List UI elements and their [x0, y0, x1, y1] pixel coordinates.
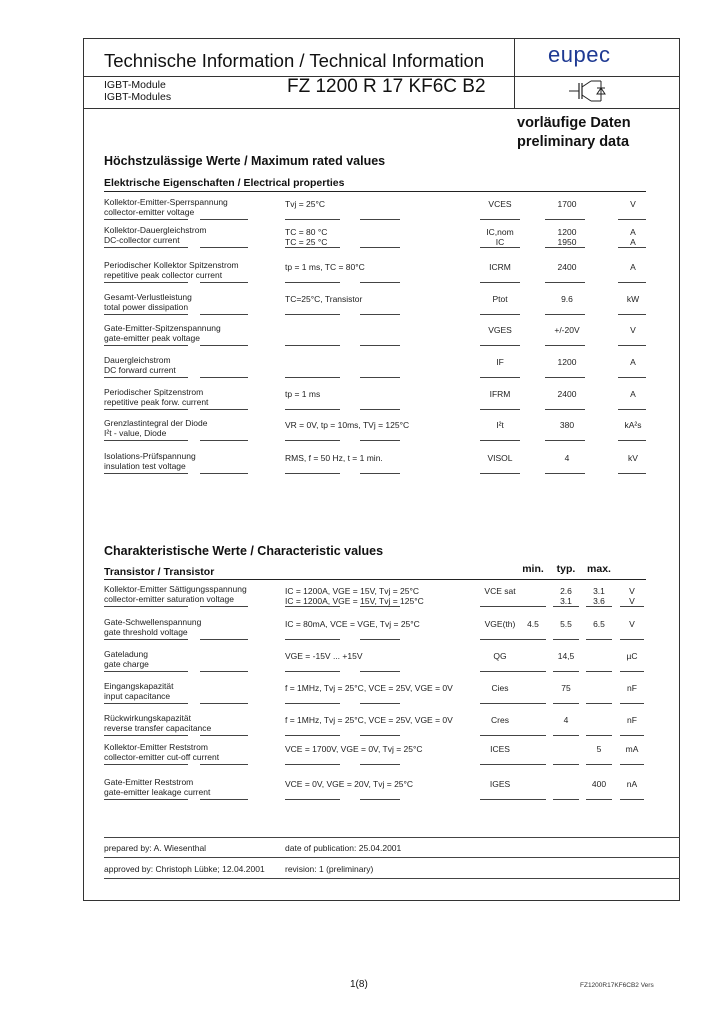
parameter-de: Gateladung	[104, 649, 148, 659]
unit: A	[630, 357, 636, 367]
row-rule	[480, 639, 520, 640]
symbol: VGE(th)	[484, 619, 516, 629]
row-rule	[480, 314, 520, 315]
parameter-en: DC forward current	[104, 365, 176, 375]
row-rule	[360, 282, 400, 283]
document-id: FZ1200R17KF6CB2 Vers	[580, 982, 654, 989]
value: 2400	[557, 262, 577, 272]
max-value: 400	[591, 779, 607, 789]
value: +/-20V	[554, 325, 580, 335]
symbol: IF	[496, 357, 504, 367]
row-rule	[360, 799, 400, 800]
max-value: 3.1	[593, 586, 605, 596]
parameter-de: Rückwirkungskapazität	[104, 713, 191, 723]
unit-secondary: A	[630, 237, 636, 247]
row-rule	[360, 409, 400, 410]
part-number: FZ 1200 R 17 KF6C B2	[287, 76, 486, 97]
characteristics-heading: Charakteristische Werte / Characteristic values	[104, 544, 384, 558]
unit: nF	[627, 715, 637, 725]
row-rule	[586, 735, 612, 736]
parameter-en: collector-emitter saturation voltage	[104, 594, 234, 604]
brand-logo: eupec	[548, 42, 611, 67]
rating-row	[0, 451, 720, 481]
row-rule	[200, 377, 248, 378]
col-header-typ: typ.	[556, 563, 576, 575]
row-rule	[480, 219, 520, 220]
symbol: ICRM	[489, 262, 511, 272]
row-rule	[618, 282, 646, 283]
row-rule	[285, 764, 340, 765]
row-rule	[360, 377, 400, 378]
publication-date: date of publication: 25.04.2001	[285, 843, 402, 853]
row-rule	[553, 671, 579, 672]
value: 4	[564, 453, 570, 463]
row-rule	[586, 639, 612, 640]
row-rule	[545, 345, 585, 346]
row-rule	[618, 409, 646, 410]
row-rule	[618, 314, 646, 315]
row-rule	[520, 606, 546, 607]
value-secondary: 1950	[557, 237, 577, 247]
row-rule	[520, 639, 546, 640]
row-rule	[104, 799, 188, 800]
row-rule	[200, 639, 248, 640]
condition-secondary: TC = 25 °C	[285, 237, 328, 247]
row-rule	[620, 703, 644, 704]
row-rule	[200, 440, 248, 441]
row-rule	[620, 735, 644, 736]
row-rule	[480, 735, 520, 736]
row-rule	[104, 440, 188, 441]
row-rule	[200, 473, 248, 474]
symbol: IC,nom	[486, 227, 514, 237]
rating-row	[0, 197, 720, 227]
condition: TC=25°C, Transistor	[285, 294, 363, 304]
parameter-de: Dauergleichstrom	[104, 355, 171, 365]
revision: revision: 1 (preliminary)	[285, 864, 374, 874]
rating-row	[0, 323, 720, 353]
parameter-de: Kollektor-Emitter-Sperrspannung	[104, 197, 228, 207]
row-rule	[104, 377, 188, 378]
symbol: VCE sat	[484, 586, 516, 596]
symbol-secondary: IC	[495, 237, 505, 247]
value: 2400	[557, 389, 577, 399]
row-rule	[285, 639, 340, 640]
parameter-en: collector-emitter cut-off current	[104, 752, 220, 762]
symbol: I²t	[496, 420, 504, 430]
row-rule	[360, 314, 400, 315]
row-rule	[360, 671, 400, 672]
max-value: 5	[596, 744, 602, 754]
symbol: VISOL	[487, 453, 513, 463]
row-rule	[285, 219, 340, 220]
row-rule	[618, 440, 646, 441]
row-rule	[620, 671, 644, 672]
unit-secondary: V	[629, 596, 635, 606]
row-rule	[545, 440, 585, 441]
row-rule	[520, 671, 546, 672]
symbol: VCES	[488, 199, 512, 209]
row-rule	[200, 764, 248, 765]
row-rule	[553, 639, 579, 640]
row-rule	[104, 409, 188, 410]
row-rule	[618, 219, 646, 220]
prepared-by: prepared by: A. Wiesenthal	[104, 843, 207, 853]
row-rule	[480, 764, 520, 765]
row-rule	[104, 473, 188, 474]
parameter-en: gate-emitter leakage current	[104, 787, 211, 797]
condition: TC = 80 °C	[285, 227, 328, 237]
row-rule	[104, 735, 188, 736]
row-rule	[360, 219, 400, 220]
row-rule	[200, 735, 248, 736]
parameter-en: gate charge	[104, 659, 149, 669]
page-number: 1(8)	[350, 979, 368, 990]
row-rule	[285, 799, 340, 800]
row-rule	[200, 314, 248, 315]
electrical-properties-heading: Elektrische Eigenschaften / Electrical properties	[104, 177, 345, 189]
col-header-max: max.	[587, 563, 611, 575]
symbol: VGES	[488, 325, 512, 335]
footer-rule-bottom	[104, 878, 680, 879]
rating-row	[0, 355, 720, 385]
row-rule	[520, 799, 546, 800]
parameter-de: Gesamt-Verlustleistung	[104, 292, 192, 302]
row-rule	[586, 799, 612, 800]
row-rule	[200, 703, 248, 704]
unit: V	[629, 619, 635, 629]
col-header-min: min.	[522, 563, 544, 575]
header-bottom-border	[83, 108, 680, 109]
row-rule	[200, 409, 248, 410]
rating-row	[0, 260, 720, 290]
footer-rule-top	[104, 837, 680, 838]
row-rule	[620, 639, 644, 640]
unit: nA	[626, 779, 638, 789]
row-rule	[586, 606, 612, 607]
row-rule	[285, 735, 340, 736]
condition: tp = 1 ms	[285, 389, 321, 399]
parameter-de: Kollektor-Dauergleichstrom	[104, 225, 207, 235]
row-rule	[200, 345, 248, 346]
row-rule	[586, 671, 612, 672]
row-rule	[553, 703, 579, 704]
row-rule	[618, 247, 646, 248]
max-value-secondary: 3.6	[593, 596, 605, 606]
row-rule	[104, 764, 188, 765]
characteristic-row	[0, 713, 720, 743]
typ-value: 14,5	[557, 651, 575, 661]
header-vertical-divider	[514, 38, 515, 108]
parameter-en: I²t - value, Diode	[104, 428, 167, 438]
typ-value: 5.5	[560, 619, 572, 629]
parameter-en: gate-emitter peak voltage	[104, 333, 200, 343]
parameter-de: Kollektor-Emitter Reststrom	[104, 742, 208, 752]
row-rule	[360, 735, 400, 736]
row-rule	[285, 377, 340, 378]
row-rule	[104, 671, 188, 672]
row-rule	[480, 606, 520, 607]
typ-value: 4	[563, 715, 569, 725]
unit: A	[630, 262, 636, 272]
parameter-en: DC-collector current	[104, 235, 180, 245]
row-rule	[553, 799, 579, 800]
parameter-en: reverse transfer capacitance	[104, 723, 212, 733]
unit: kV	[628, 453, 638, 463]
row-rule	[200, 671, 248, 672]
rating-row	[0, 292, 720, 322]
row-rule	[104, 314, 188, 315]
characteristic-row	[0, 742, 720, 772]
row-rule	[586, 764, 612, 765]
parameter-en: insulation test voltage	[104, 461, 186, 471]
row-rule	[285, 703, 340, 704]
row-rule	[104, 247, 188, 248]
unit: V	[630, 199, 636, 209]
row-rule	[360, 639, 400, 640]
max-ratings-heading: Höchstzulässige Werte / Maximum rated values	[104, 154, 386, 168]
row-rule	[545, 219, 585, 220]
typ-value: 2.6	[560, 586, 572, 596]
document-title: Technische Information / Technical Information	[104, 50, 485, 71]
row-rule	[480, 345, 520, 346]
parameter-de: Periodischer Kollektor Spitzenstrom	[104, 260, 239, 270]
row-rule	[586, 703, 612, 704]
preliminary-label-en: preliminary data	[517, 134, 630, 150]
unit: A	[630, 389, 636, 399]
row-rule	[285, 314, 340, 315]
parameter-en: gate threshold voltage	[104, 627, 188, 637]
parameter-en: repetitive peak collector current	[104, 270, 223, 280]
footer-rule-mid	[104, 857, 680, 858]
row-rule	[285, 247, 340, 248]
symbol: Ptot	[492, 294, 508, 304]
row-rule	[104, 606, 188, 607]
module-type-de: IGBT-Module	[104, 79, 166, 91]
row-rule	[480, 247, 520, 248]
condition: VR = 0V, tp = 10ms, TVj = 125°C	[285, 420, 410, 430]
row-rule	[200, 219, 248, 220]
max-value: 6.5	[593, 619, 605, 629]
characteristic-row	[0, 584, 720, 614]
parameter-de: Grenzlastintegral der Diode	[104, 418, 208, 428]
rating-row	[0, 418, 720, 448]
characteristic-row	[0, 681, 720, 711]
row-rule	[480, 473, 520, 474]
row-rule	[285, 282, 340, 283]
condition: f = 1MHz, Tvj = 25°C, VCE = 25V, VGE = 0V	[285, 715, 453, 725]
row-rule	[618, 473, 646, 474]
parameter-en: input capacitance	[104, 691, 171, 701]
condition: VGE = -15V ... +15V	[285, 651, 363, 661]
row-rule	[104, 345, 188, 346]
preliminary-label-de: vorläufige Daten	[517, 115, 631, 131]
section-rule	[104, 191, 646, 192]
parameter-de: Eingangskapazität	[104, 681, 174, 691]
condition: IC = 80mA, VCE = VGE, Tvj = 25°C	[285, 619, 420, 629]
approved-by: approved by: Christoph Lübke; 12.04.2001	[104, 864, 265, 874]
value: 380	[559, 420, 575, 430]
characteristic-row	[0, 777, 720, 807]
row-rule	[545, 409, 585, 410]
typ-value-secondary: 3.1	[560, 596, 572, 606]
min-value: 4.5	[527, 619, 539, 629]
row-rule	[480, 409, 520, 410]
row-rule	[620, 764, 644, 765]
unit: µC	[626, 651, 638, 661]
parameter-en: total power dissipation	[104, 302, 189, 312]
row-rule	[480, 440, 520, 441]
row-rule	[360, 440, 400, 441]
row-rule	[104, 639, 188, 640]
condition: IC = 1200A, VGE = 15V, Tvj = 25°C	[285, 586, 420, 596]
transistor-subheading: Transistor / Transistor	[104, 566, 215, 578]
row-rule	[104, 703, 188, 704]
module-type-en: IGBT-Modules	[104, 91, 172, 103]
rating-row	[0, 387, 720, 417]
row-rule	[553, 735, 579, 736]
condition-secondary: IC = 1200A, VGE = 15V, Tvj = 125°C	[285, 596, 424, 606]
row-rule	[285, 440, 340, 441]
row-rule	[545, 314, 585, 315]
symbol: IFRM	[489, 389, 511, 399]
symbol: IGES	[489, 779, 511, 789]
parameter-de: Isolations-Prüfspannung	[104, 451, 196, 461]
unit: V	[630, 325, 636, 335]
row-rule	[545, 282, 585, 283]
row-rule	[200, 606, 248, 607]
section-rule	[104, 579, 646, 580]
row-rule	[553, 764, 579, 765]
symbol: Cres	[491, 715, 509, 725]
value: 1700	[557, 199, 577, 209]
row-rule	[618, 377, 646, 378]
row-rule	[200, 247, 248, 248]
row-rule	[360, 764, 400, 765]
unit: nF	[627, 683, 637, 693]
row-rule	[285, 671, 340, 672]
row-rule	[545, 377, 585, 378]
row-rule	[360, 247, 400, 248]
row-rule	[285, 345, 340, 346]
row-rule	[545, 473, 585, 474]
row-rule	[480, 799, 520, 800]
row-rule	[520, 764, 546, 765]
condition: Tvj = 25°C	[285, 199, 326, 209]
row-rule	[520, 735, 546, 736]
row-rule	[620, 606, 644, 607]
row-rule	[360, 345, 400, 346]
parameter-en: repetitive peak forw. current	[104, 397, 209, 407]
row-rule	[360, 473, 400, 474]
unit: kW	[626, 294, 640, 304]
row-rule	[480, 671, 520, 672]
condition: f = 1MHz, Tvj = 25°C, VCE = 25V, VGE = 0V	[285, 683, 453, 693]
row-rule	[618, 345, 646, 346]
condition: tp = 1 ms, TC = 80°C	[285, 262, 365, 272]
symbol: Cies	[491, 683, 509, 693]
unit: mA	[625, 744, 639, 754]
parameter-de: Kollektor-Emitter Sättigungsspannung	[104, 584, 247, 594]
row-rule	[480, 282, 520, 283]
unit: V	[629, 586, 635, 596]
condition: VCE = 0V, VGE = 20V, Tvj = 25°C	[285, 779, 414, 789]
row-rule	[360, 703, 400, 704]
symbol: QG	[493, 651, 507, 661]
row-rule	[480, 377, 520, 378]
symbol: ICES	[490, 744, 510, 754]
condition: RMS, f = 50 Hz, t = 1 min.	[285, 453, 383, 463]
parameter-de: Gate-Emitter-Spitzenspannung	[104, 323, 221, 333]
characteristic-row	[0, 649, 720, 679]
row-rule	[553, 606, 579, 607]
row-rule	[285, 473, 340, 474]
row-rule	[360, 606, 400, 607]
row-rule	[104, 282, 188, 283]
parameter-en: collector-emitter voltage	[104, 207, 195, 217]
value: 1200	[557, 357, 577, 367]
row-rule	[200, 799, 248, 800]
condition: VCE = 1700V, VGE = 0V, Tvj = 25°C	[285, 744, 423, 754]
row-rule	[480, 703, 520, 704]
rating-row	[0, 225, 720, 255]
parameter-de: Periodischer Spitzenstrom	[104, 387, 204, 397]
row-rule	[545, 247, 585, 248]
characteristic-row	[0, 617, 720, 647]
value: 9.6	[561, 294, 573, 304]
row-rule	[104, 219, 188, 220]
igbt-symbol-icon	[567, 77, 609, 105]
row-rule	[285, 409, 340, 410]
parameter-de: Gate-Schwellenspannung	[104, 617, 202, 627]
parameter-de: Gate-Emitter Reststrom	[104, 777, 194, 787]
typ-value: 75	[561, 683, 571, 693]
row-rule	[285, 606, 340, 607]
row-rule	[200, 282, 248, 283]
row-rule	[620, 799, 644, 800]
value: 1200	[557, 227, 577, 237]
unit: kA²s	[624, 420, 642, 430]
unit: A	[630, 227, 636, 237]
row-rule	[520, 703, 546, 704]
